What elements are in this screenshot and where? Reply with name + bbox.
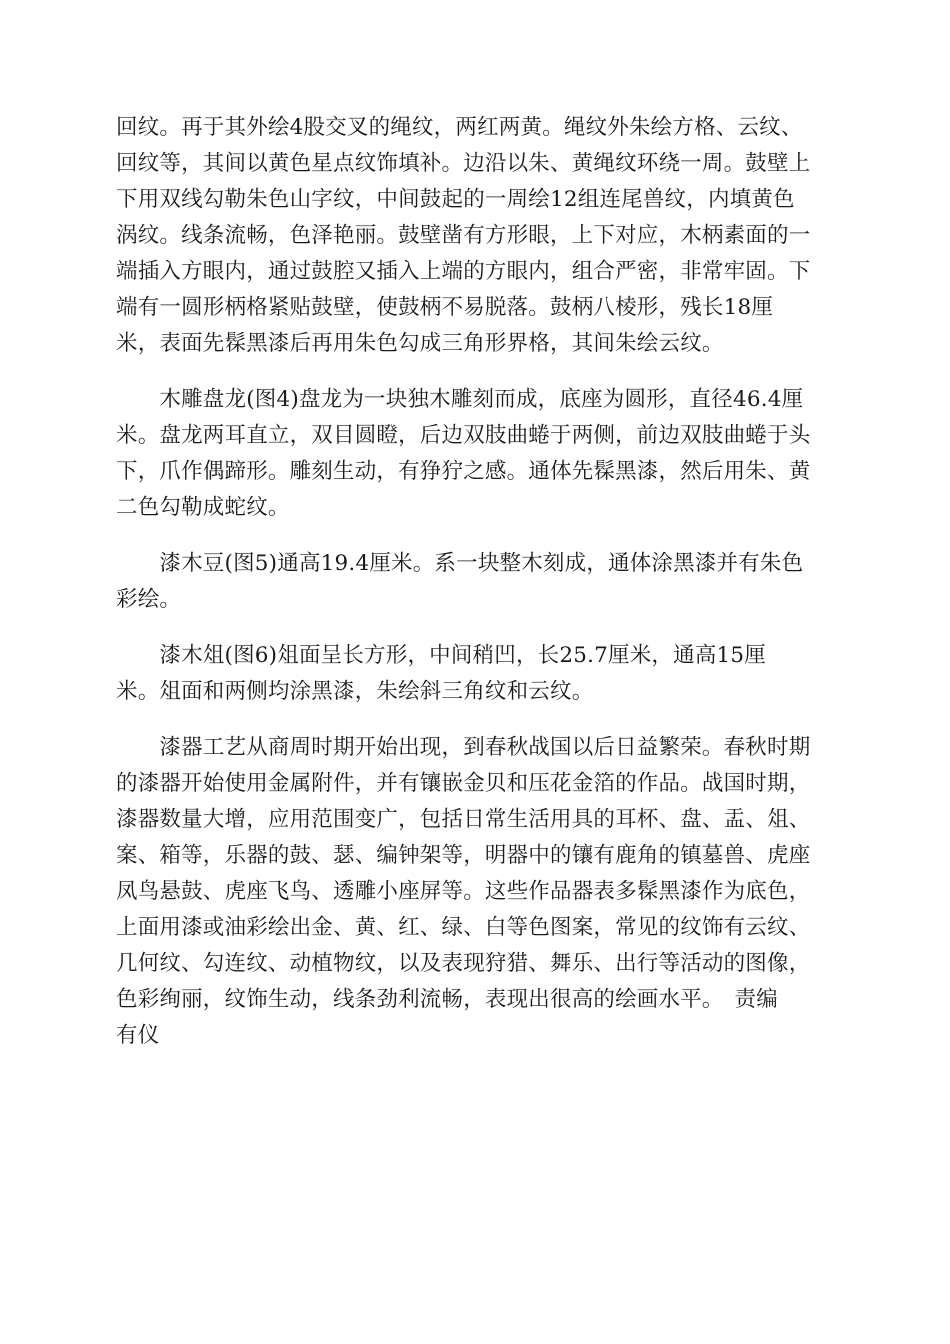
text-line: 几何纹、勾连纹、动植物纹，以及表现狩猎、舞乐、出行等活动的图像， bbox=[116, 951, 811, 976]
text-line: 漆器工艺从商周时期开始出现，到春秋战国以后日益繁荣。春秋时期 bbox=[116, 735, 811, 760]
text-line: 凤鸟悬鼓、虎座飞鸟、透雕小座屏等。这些作品器表多髹黑漆作为底色， bbox=[116, 879, 811, 904]
text-line: 涡纹。线条流畅，色泽艳丽。鼓壁凿有方形眼，上下对应，木柄素面的一 bbox=[116, 223, 811, 248]
text-line: 下，爪作偶蹄形。雕刻生动，有狰狞之感。通体先髹黑漆，然后用朱、黄 bbox=[116, 459, 811, 484]
text-line: 漆木豆(图5)通高19.4厘米。系一块整木刻成，通体涂黑漆并有朱色 bbox=[116, 551, 804, 576]
text-line: 下用双线勾勒朱色山字纹，中间鼓起的一周绘12组连尾兽纹，内填黄色 bbox=[116, 187, 795, 212]
text-line: 端插入方眼内，通过鼓腔又插入上端的方眼内，组合严密，非常牢固。下 bbox=[116, 259, 811, 284]
text-line: 回纹等，其间以黄色星点纹饰填补。边沿以朱、黄绳纹环绕一周。鼓壁上 bbox=[116, 151, 811, 176]
text-line: 米。俎面和两侧均涂黑漆，朱绘斜三角纹和云纹。 bbox=[116, 679, 594, 704]
text-line: 的漆器开始使用金属附件，并有镶嵌金贝和压花金箔的作品。战国时期， bbox=[116, 771, 811, 796]
text-line: 回纹。再于其外绘4股交叉的绳纹，两红两黄。绳纹外朱绘方格、云纹、 bbox=[116, 115, 803, 140]
text-line: 端有一圆形柄格紧贴鼓壁，使鼓柄不易脱落。鼓柄八棱形，残长18厘 bbox=[116, 295, 774, 320]
text-line: 色彩绚丽，纹饰生动，线条劲利流畅，表现出很高的绘画水平。 责编 bbox=[116, 987, 778, 1012]
text-line: 米。盘龙两耳直立，双目圆瞪，后边双肢曲蜷于两侧，前边双肢曲蜷于头 bbox=[116, 423, 811, 448]
text-line: 有仪 bbox=[116, 1023, 160, 1048]
text-line: 米，表面先髹黑漆后再用朱色勾成三角形界格，其间朱绘云纹。 bbox=[116, 331, 724, 356]
text-line: 案、箱等，乐器的鼓、瑟、编钟架等，明器中的镶有鹿角的镇墓兽、虎座 bbox=[116, 843, 811, 868]
text-line: 上面用漆或油彩绘出金、黄、红、绿、白等色图案，常见的纹饰有云纹、 bbox=[116, 915, 811, 940]
text-line: 漆木俎(图6)俎面呈长方形，中间稍凹，长25.7厘米，通高15厘 bbox=[116, 643, 766, 668]
text-line: 木雕盘龙(图4)盘龙为一块独木雕刻而成，底座为圆形，直径46.4厘 bbox=[116, 387, 804, 412]
text-line: 二色勾勒成蛇纹。 bbox=[116, 495, 290, 520]
text-line: 彩绘。 bbox=[116, 587, 182, 612]
text-line: 漆器数量大增，应用范围变广，包括日常生活用具的耳杯、盘、盂、俎、 bbox=[116, 807, 811, 832]
